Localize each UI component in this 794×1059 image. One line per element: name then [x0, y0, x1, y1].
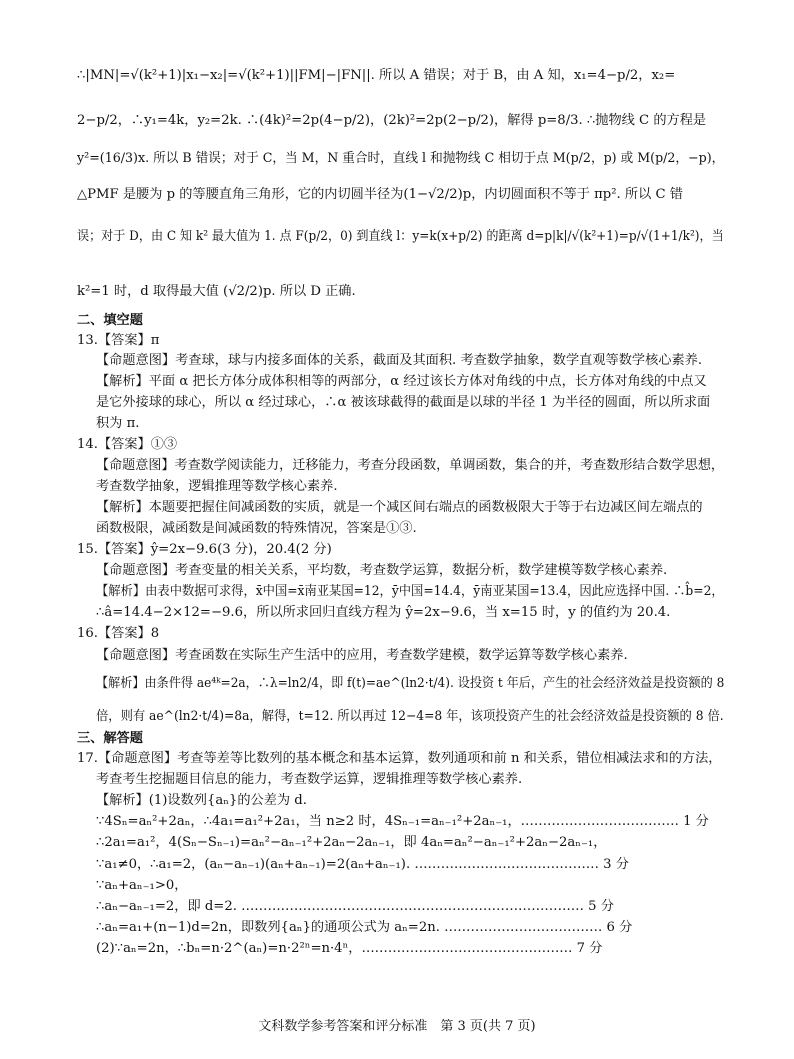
text-line: ∵4Sₙ=aₙ²+2aₙ，∴4a₁=a₁²+2a₁，当 n≥2 时，4Sₙ₋₁=aₙ₋₁²+2aₙ₋₁，……………………………… 1 分 [96, 814, 709, 829]
text-line: 【解析】由表中数据可求得，x̄中国=x̄南亚某国=12，ȳ中国=14.4，ȳ南亚某国=13.4，因此应选择中国. ∴b̂=2， [96, 584, 724, 599]
text-line: 考查考生挖掘题目信息的能力，考查数学运算，逻辑推理等数学核心素养. [96, 772, 523, 787]
text-line: 函数极限，减函数是间减函数的特殊情况，答案是①③. [96, 521, 417, 536]
text-line: 【命题意图】考查变量的相关关系，平均数，考查数学运算，数据分析，数学建模等数学核心素养. [96, 563, 668, 578]
text-line: 【解析】平面 α 把长方体分成体积相等的两部分，α 经过该长方体对角线的中点，长方体对角线的中点又 [96, 374, 707, 389]
text-line: 倍，则有 ae^(ln2·t/4)=8a，解得，t=12. 所以再过 12−4=8 年，该项投资产生的社会经济效益是投资额的 8 倍. [96, 709, 724, 724]
text-line: y²=(16/3)x. 所以 B 错误；对于 C，当 M，N 重合时，直线 l 和抛物线 C 相切于点 M(p/2，p) 或 M(p/2，−p)， [77, 151, 725, 166]
text-line: ∴aₙ=a₁+(n−1)d=2n，即数列{aₙ}的通项公式为 aₙ=2n. ……………………………… 6 分 [96, 920, 633, 935]
text-line: △PMF 是腰为 p 的等腰直角三角形，它的内切圆半径为(1−√2/2)p，内切圆面积不等于 πp². 所以 C 错 [77, 187, 683, 202]
text-line: 考查数学抽象，逻辑推理等数学核心素养. [96, 479, 338, 494]
text-line: ∴aₙ−aₙ₋₁=2，即 d=2. …………………………………………………………………… 5 分 [96, 899, 614, 914]
text-line: 【命题意图】考查函数在实际生产生活中的应用，考查数学建模，数学运算等数学核心素养. [96, 648, 628, 663]
text-line: ∴2a₁=a₁²，4(Sₙ−Sₙ₋₁)=aₙ²−aₙ₋₁²+2aₙ−2aₙ₋₁，即 4aₙ=aₙ²−aₙ₋₁²+2aₙ−2aₙ₋₁， [96, 835, 607, 850]
text-line: 16.【答案】8 [77, 626, 160, 641]
text-line: ∵aₙ+aₙ₋₁>0， [96, 878, 188, 893]
text-line: 17.【命题意图】考查等差等比数列的基本概念和基本运算，数列通项和前 n 和关系，错位相减法求和的方法， [77, 751, 722, 766]
text-line: 【命题意图】考查数学阅读能力，迁移能力，考查分段函数，单调函数，集合的并，考查数形结合数学思想， [96, 458, 724, 473]
page-footer: 文科数学参考答案和评分标准 第 3 页(共 7 页) [258, 1019, 536, 1034]
text-line: 14.【答案】①③ [77, 437, 178, 452]
text-line: 是它外接球的球心，所以 α 经过球心，∴α 被该球截得的截面是以球的半径 1 为半径的圆面，所以所求面 [96, 395, 711, 410]
text-line: k²=1 时，d 取得最大值 (√2/2)p. 所以 D 正确. [77, 284, 356, 299]
section-heading: 二、填空题 [77, 313, 143, 328]
text-line: ∵a₁≠0，∴a₁=2，(aₙ−aₙ₋₁)(aₙ+aₙ₋₁)=2(aₙ+aₙ₋₁). …………………………………… 3 分 [96, 857, 629, 872]
text-line: (2)∵aₙ=2n，∴bₙ=n·2^(aₙ)=n·2²ⁿ=n·4ⁿ，………………………………………… 7 分 [96, 941, 603, 956]
text-line: 【命题意图】考查球，球与内接多面体的关系，截面及其面积. 考查数学抽象，数学直观等数学核心素养. [96, 353, 703, 368]
text-line: 2−p/2，∴y₁=4k，y₂=2k. ∴(4k)²=2p(4−p/2)，(2k)²=2p(2−p/2)，解得 p=8/3. ∴抛物线 C 的方程是 [77, 113, 707, 128]
text-line: 【解析】由条件得 ae⁴ᵏ=2a，∴λ=ln2/4，即 f(t)=ae^(ln2·t/4). 设投资 t 年后，产生的社会经济效益是投资额的 8 [96, 676, 725, 691]
section-heading: 三、解答题 [77, 731, 143, 746]
text-line: 13.【答案】π [77, 333, 160, 348]
text-line: 【解析】本题要把握住间减函数的实质，就是一个减区间右端点的函数极限大于等于右边减区间左端点的 [96, 500, 703, 515]
text-line: 15.【答案】ŷ=2x−9.6(3 分)，20.4(2 分) [77, 542, 332, 557]
text-line: 积为 π. [96, 416, 140, 431]
text-line: 误；对于 D，由 C 知 k² 最大值为 1. 点 F(p/2，0) 到直线 l：y=k(x+p/2) 的距离 d=p|k|/√(k²+1)=p/√(1+1/k²)，当 [77, 229, 724, 244]
text-line: 【解析】(1)设数列{aₙ}的公差为 d. [96, 793, 307, 808]
text-line: ∴â=14.4−2×12=−9.6，所以所求回归直线方程为 ŷ=2x−9.6，当 x=15 时，y 的值约为 20.4. [96, 605, 671, 620]
text-line: ∴|MN|=√(k²+1)|x₁−x₂|=√(k²+1)||FM|−|FN||. 所以 A 错误；对于 B，由 A 知，x₁=4−p/2，x₂= [77, 68, 676, 83]
